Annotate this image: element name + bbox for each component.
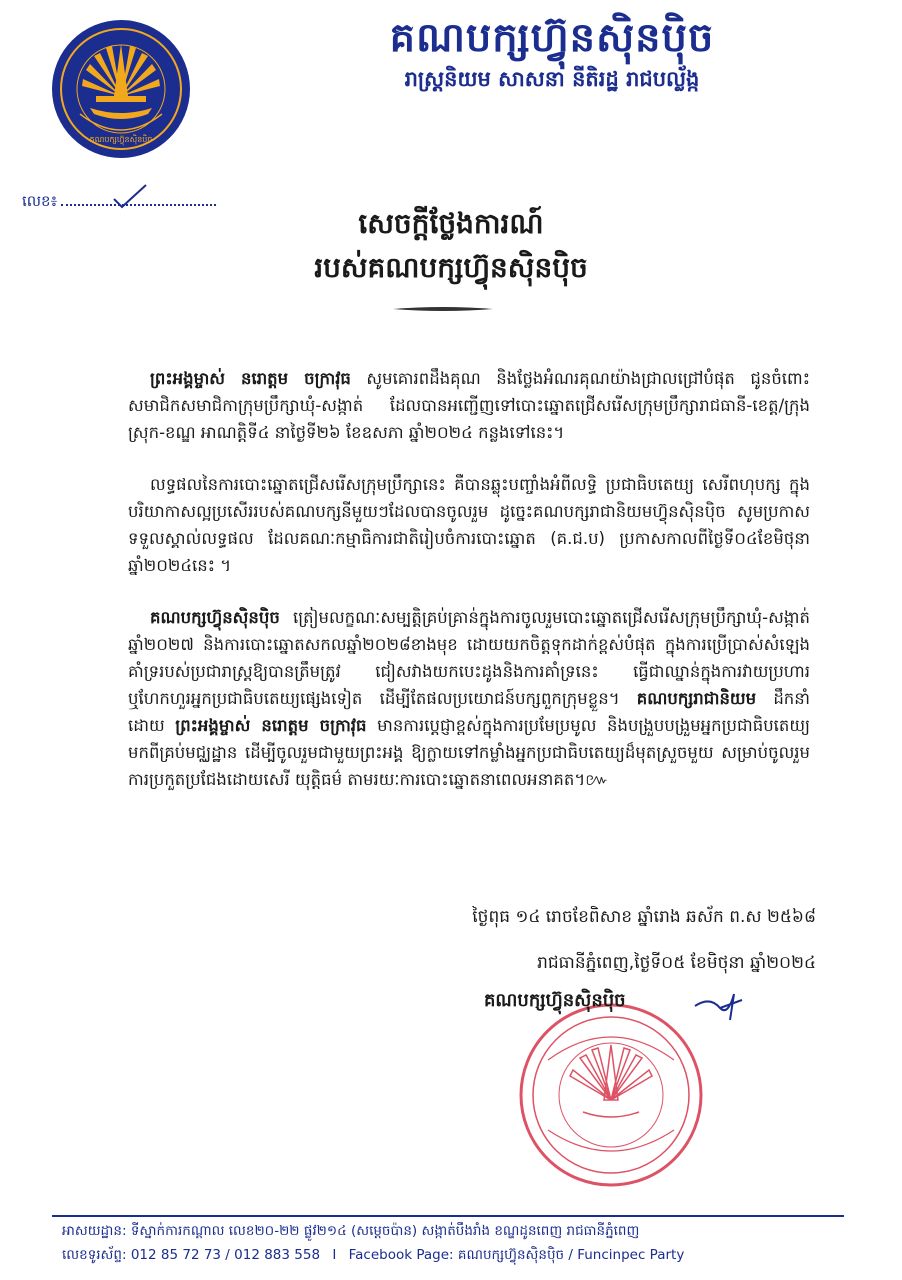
royalist-party-inline: គណបក្សរាជានិយម: [636, 689, 757, 708]
document-title-line2: របស់គណបក្សហ៊្វុនស៊ិនប៉ិច: [314, 251, 588, 284]
paragraph-3-text-a: ត្រៀមលក្ខណៈសម្បត្តិគ្រប់គ្រាន់ក្នុងការចូលរួមបោះឆ្នោតជ្រើសរើសក្រុមប្រឹក្សាឃុំ-សង្កាត់ឆ្នាំ២០២៧ និងការបោះឆ្នោតសកលឆ្នាំ២០២៨ខាងមុខ ដោយយកចិត្តទុកដាក់ខ្ពស់បំផុត ក្នុងការប្រើប្រាស់សំឡេងគាំទ្ររបស់ប្រជារាស្ត្រឱ្យបានត្រឹមត្រូវ ជៀសវាងយកបេះដូងនិងការគាំទ្រនេះ ធ្វើជាឈ្នាន់ក្នុងការវាយប្រហារ ឬហែកហួរអ្នកប្រជាធិបតេយ្យផ្សេងទៀត ដើម្បីតែផលប្រយោជន៍បក្សពួកក្រុមខ្លួន។: [128, 608, 810, 708]
statement-body: [128, 365, 810, 818]
facebook-label: Facebook Page:: [348, 1247, 454, 1263]
facebook-value: គណបក្សហ៊្វុនស៊ិនប៉ិច / Funcinpec Party: [457, 1247, 685, 1263]
handwritten-signature: [690, 986, 750, 1026]
footer-separator: I: [332, 1247, 337, 1263]
prince-name: ព្រះអង្គម្ចាស់ នរោត្តម ចក្រាវុធ: [150, 369, 351, 388]
prince-name-inline: ព្រះអង្គម្ចាស់ នរោត្តម ចក្រាវុធ: [175, 716, 367, 735]
reference-label: លេខ៖: [22, 192, 58, 210]
footer-divider: [52, 1215, 844, 1217]
paragraph-3-text-b: ដឹកនាំដោយ: [128, 689, 810, 735]
footer-contact: [62, 1246, 684, 1266]
title-divider: [393, 304, 493, 314]
lunar-date: ថ្ងៃពុធ ១៤ រោចខែពិសាខ ឆ្នាំរោង ឆស័ក ព.ស ២៥៦៨: [472, 907, 816, 927]
paragraph-2: [128, 471, 810, 579]
document-title-line1: សេចក្ដីថ្លែងការណ៍: [358, 207, 544, 240]
party-name: គណបក្សហ៊្វុនស៊ិនប៉ិច: [389, 14, 715, 61]
phone-value: 012 85 72 73 / 012 883 558: [130, 1247, 321, 1263]
paragraph-1-text: សូមគោរពដឹងគុណ និងថ្លែងអំណរគុណយ៉ាងជ្រាលជ្រៅបំផុត ជូនចំពោះសមាជិកសមាជិកាក្រុមប្រឹក្សាឃុំ-សង្កាត់ ដែលបានអញ្ជើញទៅបោះឆ្នោតជ្រើសរើសក្រុមប្រឹក្សារាជធានី-ខេត្ត/ក្រុង ស្រុក-ខណ្ឌ អាណត្តិទី៤ នាថ្ងៃទី២៦ ខែឧសភា ឆ្នាំ២០២៤ កន្លងទៅនេះ។: [128, 369, 810, 442]
paragraph-2-text: លទ្ធផលនៃការបោះឆ្នោតជ្រើសរើសក្រុមប្រឹក្សានេះ គឺបានឆ្លុះបញ្ចាំងអំពីលទ្ធិ ប្រជាធិបតេយ្យ សេរីពហុបក្ស ក្នុងបរិយាកាសល្អប្រសើររបស់គណបក្សនីមួយៗដែលបានចូលរួម ដូច្នេះគណបក្សរាជានិយមហ៊្វុនស៊ិនប៉ិច សូមប្រកាសទទួលស្គាល់លទ្ធផល ដែលគណៈកម្មាធិការជាតិរៀបចំការបោះឆ្នោត (គ.ជ.ប) ប្រកាសកាលពីថ្ងៃទី០៤ខែមិថុនា ឆ្នាំ២០២៤នេះ ។: [128, 475, 810, 575]
address-value: ទីស្នាក់ការកណ្ដាល លេខ២០-២២ ផ្លូវ២១៤ (សម្ដេចប៉ាន) សង្កាត់បឹងរាំង ខណ្ឌដូនពេញ រាជធានីភ្នំពេញ: [130, 1223, 640, 1239]
official-seal-stamp: [508, 1000, 714, 1190]
solar-date: រាជធានីភ្នំពេញ,ថ្ងៃទី០៥ ខែមិថុនា ឆ្នាំ២០២៤: [537, 953, 816, 973]
party-logo: [50, 18, 192, 160]
party-slogan: រាស្ត្រនិយម សាសនា នីតិរដ្ឋ រាជបល្ល័ង្ក: [404, 66, 700, 91]
paragraph-3: [128, 604, 810, 793]
address-label: អាសយដ្ឋាន:: [62, 1223, 127, 1239]
logo-ring-text: គណបក្សហ៊្វុនស៊ិនប៉ិច: [89, 135, 153, 144]
paragraph-1: [128, 365, 810, 446]
paragraph-3-text-c: មានការប្ដេជ្ញាខ្ពស់ក្នុងការប្រមែប្រមូល និងបង្រួបបង្រួមអ្នកប្រជាធិបតេយ្យមកពីគ្រប់មជ្ឈដ្ឋាន ដើម្បីចូលរួមជាមួយព្រះអង្គ ឱ្យក្លាយទៅកម្លាំងអ្នកប្រជាធិបតេយ្យដ៏មុតស្រួចមួយ សម្រាប់ចូលរួមការប្រកួតប្រជែងដោយសេរី យុត្តិធម៌ តាមរយៈការបោះឆ្នោតនាពេលអនាគត។៚: [128, 716, 811, 789]
signatory-name: គណបក្សហ៊្វុនស៊ិនប៉ិច: [484, 990, 626, 1011]
phone-label: លេខទូរស័ព្ទ:: [62, 1247, 127, 1263]
party-name-inline: គណបក្សហ៊្វុនស៊ិនប៉ិច: [150, 608, 280, 627]
footer-address: [62, 1222, 639, 1242]
